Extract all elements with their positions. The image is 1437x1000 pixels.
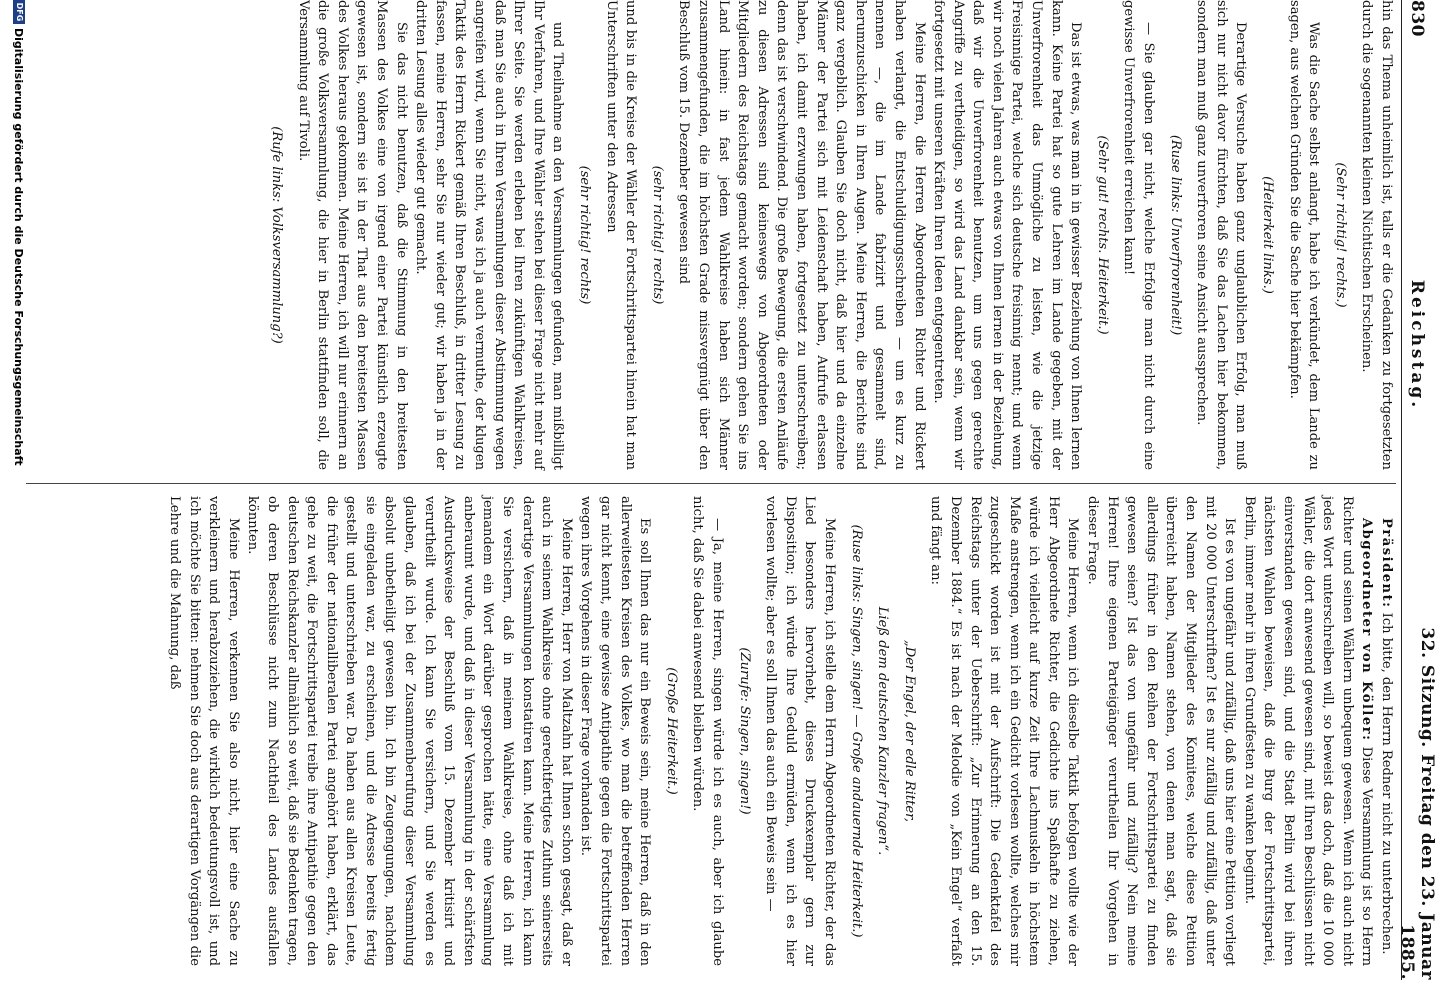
paragraph: [1192, 0, 1251, 470]
stage-direction: [661, 496, 681, 966]
paragraph-text: (Ruse links: Unverfrorenheit!): [1167, 134, 1183, 336]
paragraph-text: (Ruse links: Singen, singen! — Große andauernde Heiterkeit.): [848, 524, 864, 938]
paragraph-text: — Sie glauben gar nicht, welche Erfolge man nicht durch eine gewisse Unverfrorenheit erreichen kann!: [1121, 0, 1157, 470]
paragraph-text: Ließ dem deutschen Kanzler fragen“.: [875, 606, 891, 856]
paragraph-text: Meine Herren, Herr von Maltzahn hat Ihnen schon gesagt, daß er auch in seinem Wahlkreise ohne gerechtfertigtes Zuthun seinerseits derartige Versammlungen konstatiren kann. Meine Herren, ich kann Sie versichern, daß in meinem Wahlkreise, ohne daß ich mit jemandem ein Wort darüber gesprochen hätte, eine Versammlung anberaumt wurde, und daß in dieser Versammlung in der schärfsten Ausdrucksweise der Beschluß vom 15. Dezember kritisirt und verurtheilt wurde. Ich kann Sie versichern, und Sie werden es glauben, daß ich bei der Zusammenberufung dieser Versammlung absolut unbetheiligt gewesen bin. Ich bin Zeugengungen, nachdem sie eingeladen war, zu erscheinen, und die Adresse bereits fertig gestellt und unterschrieben war. Da haben aus allen Kreisen Leute, die früher der nationalliberalen Partei angehört haben, erklärt, das gehe zu weit, die Fortschrittspartei treibe ihre Antipathie gegen den deutschen Reichskanzler allmählich so weit, daß sie Bedenken tragen, ob deren Beschlüsse nicht zum Nachtheil des Landes ausfallen könnten.: [245, 496, 574, 966]
paragraph-text: Meine Herren, wenn ich dieselbe Taktik befolgen wollte wie der Herr Abgeordnete Richter, die Gedichte ins Spaßhafte zu ziehen, würde ich vielleicht auf kurze Zeit Ihre Lachmuskeln in höchstem Maße anstrengen, wenn ich ein Gedicht vorlesen wollte, welches mir zugeschickt worden ist mit der Aufschrift: Die Gedenktafel des Reichstags unter der Ueberschrift: „Zur Erinnerung an den 15. Dezember 1884.“ Es ist nach der Melodie von „Kein Engel“ verfaßt und fängt an:: [928, 496, 1081, 966]
stage-direction: [574, 0, 594, 470]
paragraph-text: (Große Heiterkeit.): [663, 667, 679, 795]
paragraph-text: und Theilnahme an den Versammlungen gefunden, man mißbilligt Ihr Verfahren, und Ihre Wähler stehen bei dieser Frage nicht mehr auf Ihrer Seite. Sie werden erleben bei Ihren zukünftigen Wahlkreisen, daß man Sie auch in Ihren Versammlungen dieser Abstimmung wegen angreifen wird, wenn Sie nicht, was ich ja auch vermuthe, der klugen Taktik des Herrn Rickert gemäß Ihren Beschluß, in dritter Lesung zu fassen, meine Herren, sehr Sie nur wieder gut; wir haben ja in der dritten Lesung alles wieder gut gemacht.: [413, 0, 566, 470]
paragraph: [1284, 0, 1323, 470]
paragraph-text: Ich bitte, den Herrn Redner nicht zu unterbrechen.: [1379, 612, 1394, 955]
right-column: [26, 496, 1396, 966]
paragraph-text: (Sehr richtig! rechts.): [1332, 162, 1348, 308]
page-title: Reichstag.: [1407, 279, 1427, 411]
paragraph-text: (sehr richtig! rechts): [649, 165, 665, 305]
stage-direction: [846, 496, 866, 966]
paragraph-text: Sie das nicht benutzen, daß die Stimmung in den breitesten Massen des Volkes eine von irgend einer Partei künstlich erzeugte gewesen ist, sondern sie ist in der That aus den breitesten Massen des Volkes heraus gekommen. Meine Herren, ich will nur erinnern an die große Volksversammlung, die hier in Berlin stattfinden soll, die Versammlung auf Tivoli.: [295, 0, 409, 470]
stage-direction: [734, 496, 754, 966]
stage-direction: [1330, 0, 1350, 470]
paragraph-text: (sehr richtig! rechts): [577, 165, 593, 305]
paragraph-text: (Heiterkeit links.): [1260, 176, 1276, 294]
stage-direction: [1257, 0, 1277, 470]
paragraph: [688, 496, 727, 966]
stage-direction: [267, 0, 287, 470]
paragraph-text: Meine Herren, die Herren Abgeordneten Richter und Rickert haben verlangt, die Entschuldigungsschreiben — um es kurz zu nennen —, die im Lande fabrizirt und gesammelt sind, herumzuschicken in Ihren Augen. Meine Herren, die Berichte sind ganz vergeblich. Glauben Sie doch nicht, daß hier und da einzelne Männer der Partei sich mit Leidenschaft haben, Aufrufe erlassen haben, ich damit erzwungen haben, fortgesetzt zu unterschreiben; denn das ist verschwindend. Die große Bewegung, die ersten Anläufe zu diesen Adressen sind keineswegs von Abgeordneten oder Mitgliedern des Reichstags gemacht worden; sondern gehen Sie ins Land hinein: in fast jedem Wahlkreise haben sich Männer zusammengefunden, die im höchsten Grade missvergnügt über den Beschluß vom 15. Dezember gewesen sind: [676, 0, 927, 470]
paragraph: [601, 0, 640, 470]
paragraph-text: Meine Herren, verkennen Sie also nicht, hier eine Sache zu verkleinern und herabzuziehen, die wirklich bedeutungsvoll ist, und ich möchte Sie bitten: nehmen Sie doch aus derartigen Vorgängen die Lehre und die Mahnung, daß: [166, 496, 241, 966]
session-info: 32. Sitzung. Freitag den 23. Januar 1885.: [1397, 627, 1437, 980]
speaker-paragraph: [1376, 496, 1396, 966]
stage-direction: [873, 496, 893, 966]
paragraph: [929, 0, 1086, 470]
paragraph-text: Ist es von ungefähr und zufällig, daß uns hier eine Petition vorliegt mit 20 000 Unterschriften? Ist es nur zufällig und zufällig, daß unter den Namen der Mitglieder des Komitees, welche diese Petition überreicht haben, Namen stehen, von denen man sagt, daß sie allerdings früher in den Reihen der Fortschrittspartei zu finden gewesen seien? Ist das von ungefähr und zufällig? Nein meine Herren! Ihre eigenen Parteigänger verurtheilen Ihr Vorgehen in dieser Frage.: [1085, 496, 1238, 966]
footer-text: Digitalisierung gefördert durch die Deutsche Forschungsgemeinschaft: [12, 28, 26, 466]
left-column: [26, 0, 1396, 470]
page-number: 830: [1407, 0, 1427, 37]
digitization-footer: [12, 0, 26, 980]
column-divider: [26, 483, 1396, 484]
paragraph: [761, 496, 839, 966]
paragraph-text: Diese Versammlung ist so Herrn Richter und seinen Wählern unbequem gewesen. Wenn ich auch nicht jedes Wort unterschreiben will, so beweist das doch, daß die 10 000 Wähler, die dort anwesend gewesen sind, mit Ihren Beschlüssen nicht einverstanden gewesen sind, und die Stadt Berlin wird bei ihren nächsten Wahlen beweisen, daß die Burg der Fortschrittspartei, Berlin, immer mehr in ihren Grundfesten zu wanken beginnt.: [1241, 496, 1375, 967]
stage-direction: [1092, 0, 1112, 470]
paragraph-text: (Zurufe: Singen, singen!): [736, 647, 752, 815]
paragraph-text: Meine Herren, ich stelle dem Herrn Abgeordneten Richter, der das Lied besonders hervorhebt, dieses Druckexemplar gern zur Disposition; ich würde Ihre Geduld ermüden, wenn ich es hier vorlesen wollte; aber es soll Ihnen das auch ein Beweis sein —: [763, 496, 837, 966]
stage-direction: [1165, 0, 1185, 470]
paragraph-text: (Rufe links: Volksversammlung?): [269, 126, 285, 344]
paragraph-text: „Der Engel, der edle Ritter,: [901, 639, 917, 823]
speaker-name: Abgeordneter von Köller:: [1359, 518, 1375, 742]
stage-direction: [899, 496, 919, 966]
paragraph: [926, 496, 1083, 966]
paragraph-text: Das ist etwas, was man in in gewisser Beziehung von Ihnen lernen kann. Keine Partei hat so gute Lehren im Lande gegeben, mit der Unverfrorenheit das Unmögliche zu leisten, wie die jetzige Freisinnige Partei, welche sich deutsche freisinnig nennt; und wenn wir noch vielen Jahren auch etwas von Ihnen lernen in der Beziehung, daß wir die Unverfrorenheit benutzen, um uns gegen gerechte Angriffe zu vertheidigen, so wird das Land dankbar sein, wenn wir fortgesetzt mit unseren Kräften Ihren Ideen entgegentreten.: [931, 0, 1084, 470]
paragraph: [576, 496, 654, 966]
paragraph: [1119, 0, 1158, 470]
dfg-logo-icon: DFG: [13, 0, 25, 24]
speaker-paragraph: [1239, 496, 1376, 966]
speaker-name: Präsident:: [1379, 518, 1394, 609]
paragraph: [1357, 0, 1396, 470]
paragraph-text: (Sehr gut! rechts. Heiterkeit.): [1094, 135, 1110, 335]
paragraph-text: — Ja, meine Herren, singen würde ich es auch, aber ich glaube nicht, daß Sie dabei anwesend bleiben würden.: [690, 496, 725, 966]
paragraph-text: Es soll Ihnen das nur ein Beweis sein, meine Herren, daß in den allerweitesten Kreisen des Volkes, wo man die betreffenden Herren gar nicht kennt, eine gewisse Antipathie gegen die Fortschrittspartei wegen ihres Vorgehens in dieser Frage vorhanden ist.: [578, 496, 653, 966]
paragraph-text: Was die Sache selbst anlangt, habe ich verkündet, dem Lande zu sagen, aus welchen Gründen Sie die Sache hier bekämpfen.: [1286, 0, 1322, 470]
page-header: [1397, 0, 1437, 980]
paragraph-text: hin das Thema unheimlich ist, talls er die Gedanken zu fortgesetzten durch die sogenannten kleinen Nichtischen Erscheinen.: [1359, 0, 1394, 470]
paragraph: [164, 496, 242, 966]
paragraph-text: Derartige Versuche haben ganz unglaublichen Erfolg, man muß sich nur nicht davor fürchten, daß Sie das Lachen hier bekommen, sondern man muß ganz unverfroren seine Ansicht aussprechen.: [1194, 0, 1249, 470]
paragraph: [243, 496, 576, 966]
paragraph: [411, 0, 568, 470]
stage-direction: [647, 0, 667, 470]
scanned-page: [12, 0, 1437, 980]
header-rule: [1401, 0, 1402, 980]
paragraph: [293, 0, 411, 470]
paragraph: [1083, 496, 1240, 966]
paragraph-text: und bis in die Kreise der Wähler der Fortschrittspartei hinein hat man Unterschriften unter den Adressen: [603, 0, 639, 470]
paragraph: [674, 0, 929, 470]
